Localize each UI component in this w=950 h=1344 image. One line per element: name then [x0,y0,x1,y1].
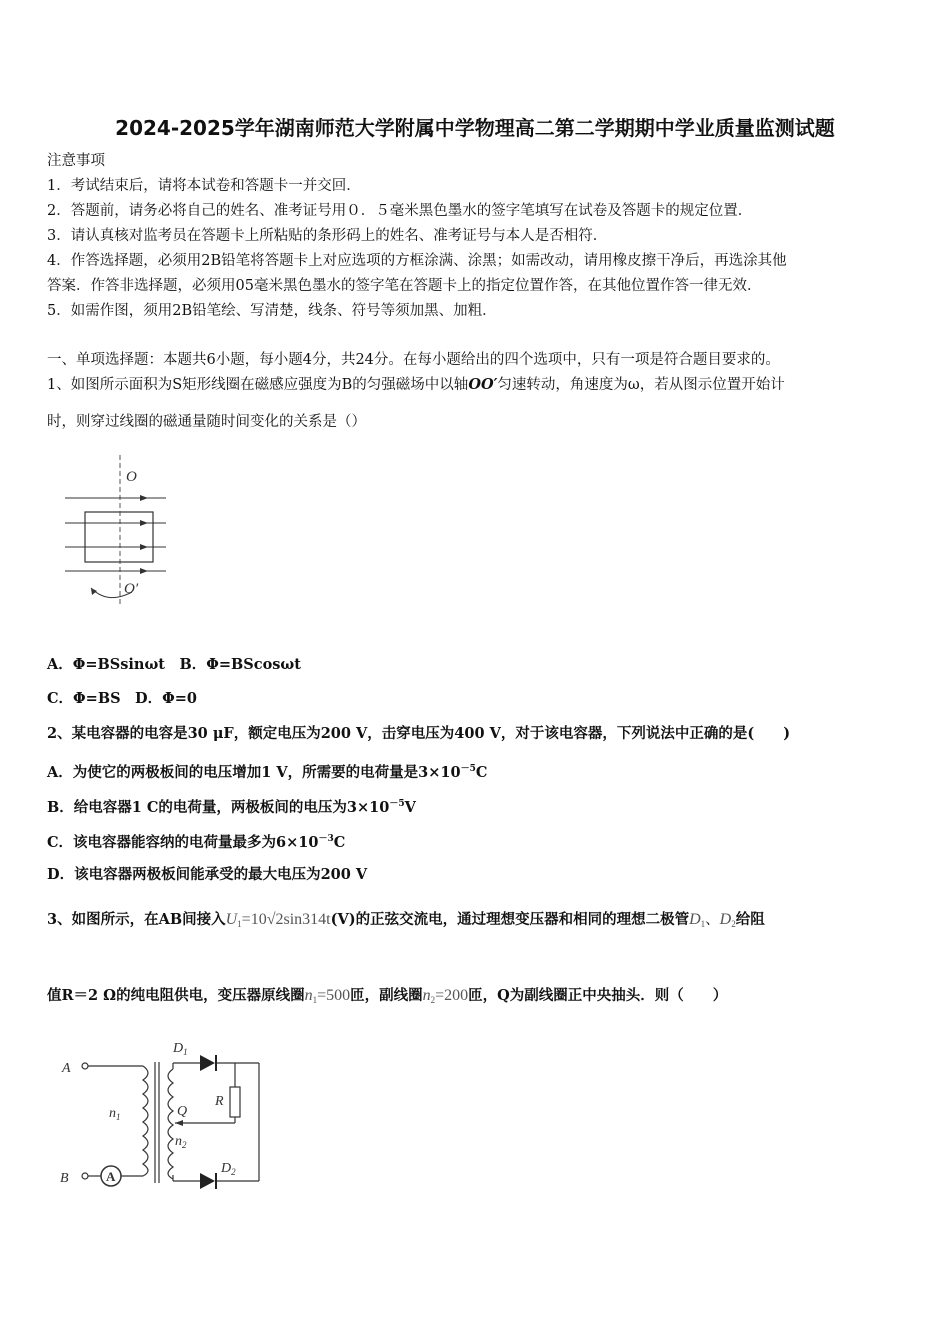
q3-stem-text: 3、如图所示，在AB间接入 [47,911,226,928]
q1-stem-line2: 时，则穿过线圈的磁通量随时间变化的关系是（） [47,414,366,430]
q2-option-b [47,795,416,817]
symbol: D [719,911,732,928]
subscript: 1 [312,995,318,1005]
q1-stem-line1 [47,376,785,394]
q3-voltage-formula [226,911,331,928]
q2-stem: 2、某电容器的电容是30 μF，额定电压为200 V，击穿电压为400 V，对于该电容器，下列说法中正确的是( ) [47,725,791,742]
q1-options-cd: C．Φ=BS D．Φ=0 [47,690,197,707]
q3-stem-text-3: 给阻 [735,911,765,928]
q2-option-c-text: C．该电容器能容纳的电荷量最多为6×10 [47,834,319,851]
ammeter-label: A [106,1169,116,1184]
label-r: R [215,1094,224,1109]
q2-option-b-text: B．给电容器1 C的电荷量，两极板间的电压为3×10 [47,799,390,816]
q3-d2-symbol [720,911,736,928]
q3-stem-line2 [47,987,727,1009]
q2-option-a [47,760,487,782]
q2-option-a-unit: C [475,764,488,781]
q2-option-b-exponent: －5 [389,799,405,809]
section-heading: 一、单项选择题：本题共6小题，每小题4分，共24分。在每小题给出的四个选项中，只有一项是符合题目要求的。 [47,352,780,368]
q3-circuit-figure [55,1035,275,1195]
label-n1: $n_1$ [109,1106,121,1122]
notice-item: 3．请认真核对监考员在答题卡上所粘贴的条形码上的姓名、准考证号与本人是否相符． [47,228,608,244]
q1-stem-text-2: 匀速转动，角速度为ω，若从图示位置开始计 [497,377,785,393]
label-d1: $D_1$ [173,1041,188,1057]
q1-stem-text: 1、如图所示面积为S矩形线圈在磁感应强度为B的匀强磁场中以轴 [47,377,469,393]
notice-item: 4．作答选择题，必须用2B铅笔将答题卡上对应选项的方框涂满、涂黑；如需改动，请用橡皮擦干净后，再选涂其他 [47,253,787,269]
circuit-wires [82,1062,259,1183]
axis-top-label: O [126,469,137,485]
notice-item: 5．如需作图，须用2B铅笔绘、写清楚，线条、符号等须加黑、加粗． [47,303,497,319]
q3-stem-text-6: 匝，Q为副线圈正中央抽头．则（ ） [468,987,728,1004]
q3-n2-formula [423,987,469,1004]
value: =500 [317,987,351,1004]
q2-option-a-exponent: －5 [460,764,476,774]
q2-option-b-unit: V [404,799,416,816]
formula-subscript: 1 [237,919,242,929]
label-n2: $n_2$ [175,1134,187,1150]
subscript: 2 [430,995,436,1005]
label-d2: $D_2$ [221,1161,236,1177]
q1-options-ab: A．Φ=BSsinωt B．Φ=BScosωt [47,656,301,673]
symbol: n [304,987,313,1004]
subscript: 2 [731,919,736,929]
symbol: n [422,987,431,1004]
center-tap-arrow [175,1120,183,1126]
q2-option-c-exponent: －3 [318,834,334,844]
q3-stem-line1 [47,911,765,933]
q1-coil-figure [58,455,183,610]
subscript: 1 [700,919,706,929]
formula-symbol: U [225,911,238,928]
q3-d1-symbol [689,911,705,928]
q3-stem-text-2: (V)的正弦交流电，通过理想变压器和相同的理想二极管 [330,911,690,928]
symbol: D [689,911,701,928]
q2-option-d: D．该电容器两极板间能承受的最大电压为200 V [47,866,368,883]
coil-rectangle [85,512,153,562]
q3-stem-text-4: 值R＝2 Ω的纯电阻供电，变压器原线圈 [47,987,305,1004]
field-lines [65,498,166,571]
notice-item: 1．考试结束后，请将本试卷和答题卡一并交回． [47,178,361,194]
diode-d1 [200,1055,216,1071]
notice-item: 2．答题前，请务必将自己的姓名、准考证号用０．５毫米黑色墨水的签字笔填写在试卷及答题卡的规定位置． [47,203,753,219]
page-title: 2024-2025学年湖南师范大学附属中学物理高二第二学期期中学业质量监测试题 [115,116,835,140]
q2-option-a-text: A．为使它的两极板间的电压增加1 V，所需要的电荷量是3×10 [47,764,461,781]
axis-bottom-label: O′ [124,581,139,597]
formula-rhs: =10√2sin314t [241,911,331,928]
q2-option-c [47,830,345,852]
terminal-b-label: B [60,1171,69,1186]
diode-d2 [200,1173,216,1189]
ammeter [101,1166,121,1186]
value: =200 [435,987,469,1004]
q1-axis-label: OO′ [468,376,498,393]
q3-n1-formula [305,987,351,1004]
separator: 、 [705,912,720,928]
terminal-a-label: A [62,1061,71,1076]
rotation-arrowhead [91,588,97,595]
notice-heading: 注意事项 [47,153,105,169]
notice-item: 答案．作答非选择题，必须用05毫米黑色墨水的签字笔在答题卡上的指定位置作答，在其他位置作答一律无效． [47,278,762,294]
label-q: Q [177,1104,188,1119]
q3-stem-text-5: 匝，副线圈 [350,987,423,1004]
q2-option-c-unit: C [333,834,346,851]
